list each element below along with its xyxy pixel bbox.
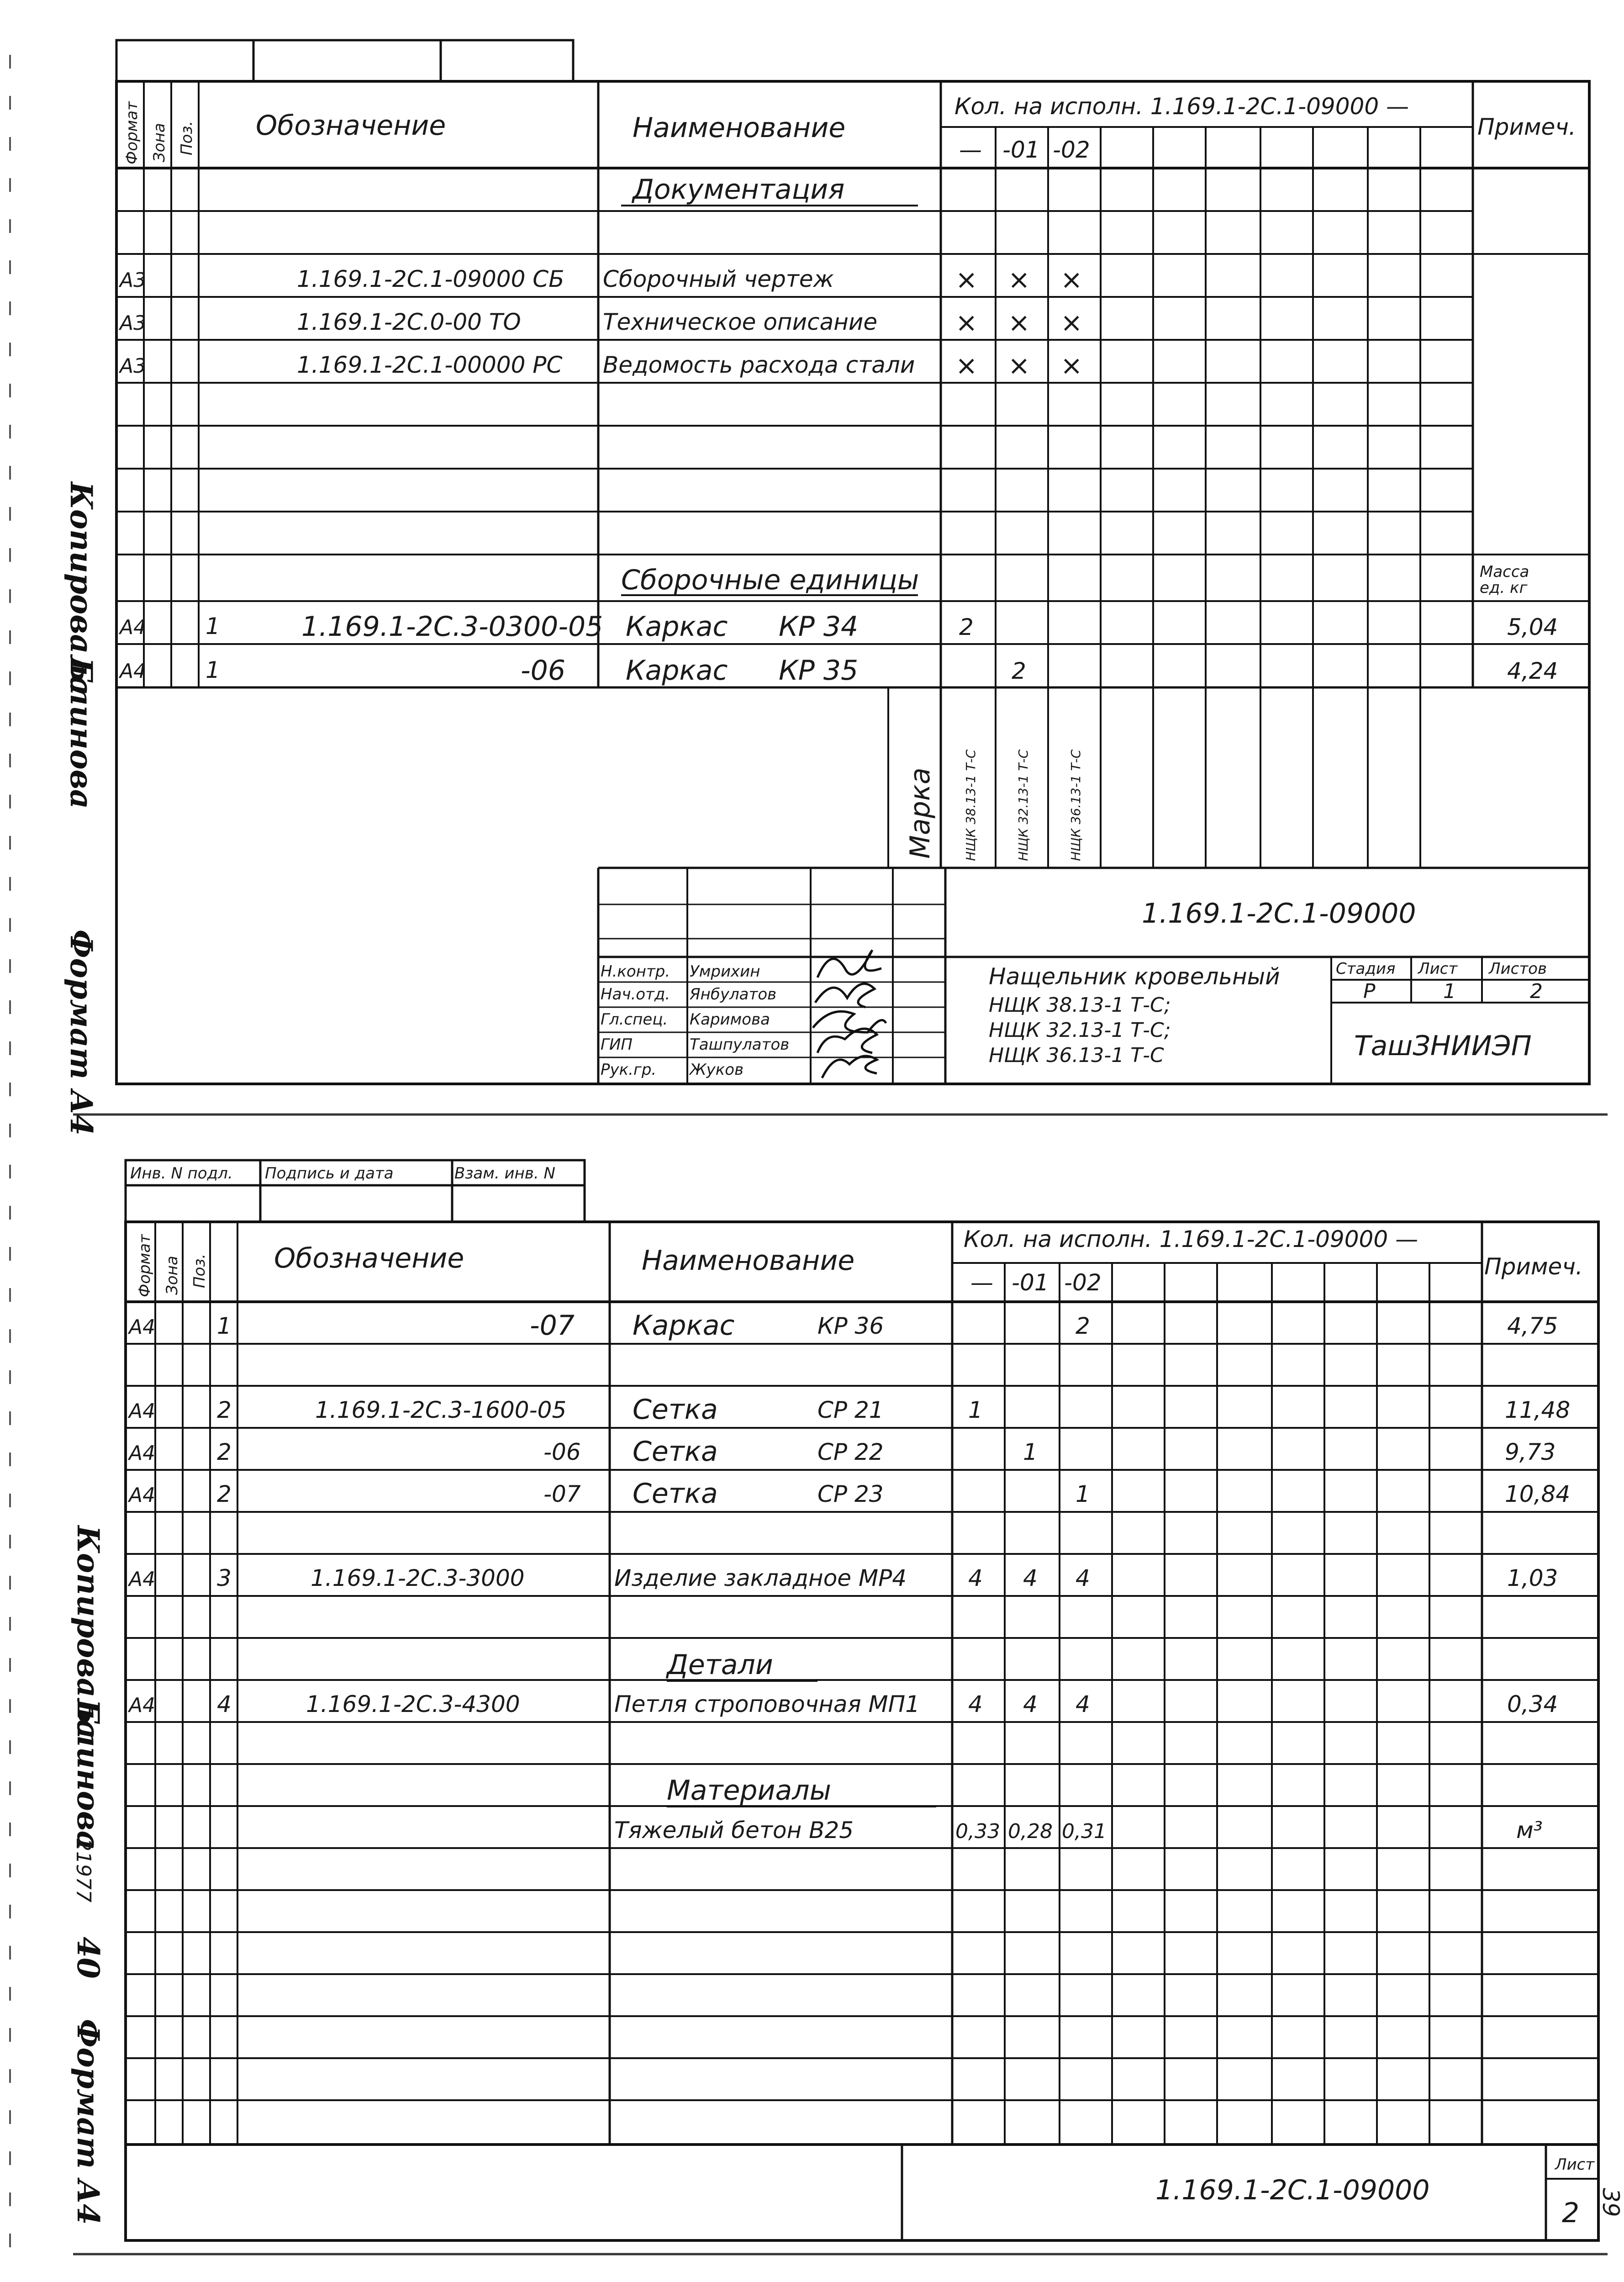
s2-row-1-mark: КР 36 xyxy=(817,1313,884,1339)
marka-value-3: НЩК 36.13-1 Т-С xyxy=(1068,749,1083,861)
s2-row-4-name: Сетка xyxy=(633,1478,718,1510)
s2-row-6-note: 0,34 xyxy=(1507,1691,1558,1717)
header-qty-title: Кол. на исполн. 1.169.1-2С.1-09000 — xyxy=(954,93,1409,120)
role-1: Н.контр. xyxy=(601,962,670,981)
signature-5 xyxy=(822,1056,877,1078)
side-copied-by: Копировала xyxy=(63,482,99,696)
s2-side-number: 21977 xyxy=(72,1838,95,1902)
s2-row-2-format: А4 xyxy=(129,1400,156,1423)
asm-row-2-designation: -06 xyxy=(521,655,565,687)
role-4: ГИП xyxy=(601,1035,633,1054)
sheets-label: Листов xyxy=(1489,960,1547,978)
s2-variant-2: -02 xyxy=(1064,1269,1102,1296)
role-2: Нач.отд. xyxy=(601,985,670,1004)
asm-row-1-mark: КР 34 xyxy=(779,611,859,643)
s2-side-40: 40 xyxy=(70,1937,106,1979)
mass-note-1: Масса xyxy=(1480,563,1529,581)
role-3: Гл.спец. xyxy=(601,1010,668,1029)
s2-row-2-name: Сетка xyxy=(633,1394,718,1426)
organization: ТашЗНИИЭП xyxy=(1354,1030,1532,1062)
doc-row-3-format: А3 xyxy=(120,354,147,378)
sheet-label: Лист xyxy=(1418,960,1458,978)
s2-variant-1: -01 xyxy=(1012,1269,1049,1296)
s2-footer-doc-code: 1.169.1-2С.1-09000 xyxy=(1155,2174,1430,2206)
asm-row-2-mark: КР 35 xyxy=(779,655,859,687)
s2-row-5-format: А4 xyxy=(129,1568,156,1591)
s2-row-7-q2: 0,28 xyxy=(1008,1820,1053,1843)
s2-row-3-format: А4 xyxy=(129,1442,156,1465)
s2-header-pos: Поз. xyxy=(190,1253,209,1288)
section-documentation: Документация xyxy=(633,174,845,206)
s2-row-6-name: Петля строповочная МП1 xyxy=(614,1691,920,1717)
doc-row-1-mark-1: × xyxy=(955,264,978,295)
s2-row-3-mark: СР 22 xyxy=(817,1439,884,1465)
s2-row-6-pos: 4 xyxy=(217,1691,232,1717)
s2-row-4-mark: СР 23 xyxy=(817,1481,884,1507)
signatures-sheet-1 xyxy=(813,950,886,1078)
doc-row-3-designation: 1.169.1-2С.1-00000 РС xyxy=(297,352,563,378)
stamp-inv-label: Инв. N подл. xyxy=(130,1164,233,1183)
s2-row-5-designation: 1.169.1-2С.3-3000 xyxy=(311,1565,525,1591)
s2-row-6-format: А4 xyxy=(129,1694,156,1717)
asm-row-1-name: Каркас xyxy=(626,611,728,643)
stamp-sign-label: Подпись и дата xyxy=(265,1164,394,1183)
doc-row-3-mark-1: × xyxy=(955,350,978,381)
s2-row-7-q1: 0,33 xyxy=(955,1820,1000,1843)
s2-row-1-format: А4 xyxy=(129,1315,156,1339)
header-designation: Обозначение xyxy=(256,110,446,142)
product-line-2: НЩК 38.13-1 Т-С; xyxy=(989,993,1171,1017)
s2-row-4-pos: 2 xyxy=(217,1481,232,1507)
doc-row-1-name: Сборочный чертеж xyxy=(603,266,834,292)
role-5: Рук.гр. xyxy=(601,1061,657,1079)
person-3: Каримова xyxy=(690,1010,770,1029)
asm-row-1-pos: 1 xyxy=(206,613,220,639)
header-zone: Зона xyxy=(150,123,169,162)
s2-row-2-q1: 1 xyxy=(968,1397,983,1423)
s2-row-5-q2: 4 xyxy=(1023,1565,1038,1591)
stage-value: Р xyxy=(1363,980,1376,1003)
top-stamp xyxy=(116,40,573,81)
s2-row-7-q3: 0,31 xyxy=(1062,1820,1107,1843)
doc-row-3-name: Ведомость расхода стали xyxy=(603,352,915,378)
s2-footer-sheet-label: Лист xyxy=(1555,2155,1595,2174)
s2-header-qty-title: Кол. на исполн. 1.169.1-2С.1-09000 — xyxy=(964,1226,1418,1252)
s2-row-5-note: 1,03 xyxy=(1507,1565,1558,1591)
s2-row-6-q3: 4 xyxy=(1076,1691,1090,1717)
s2-row-7-note: м³ xyxy=(1516,1817,1543,1844)
person-4: Ташпулатов xyxy=(690,1035,790,1054)
header-name: Наименование xyxy=(633,112,846,144)
variant-1: -01 xyxy=(1002,137,1040,163)
asm-row-1-designation: 1.169.1-2С.3-0300-05 xyxy=(301,611,603,643)
signature-3 xyxy=(813,1011,886,1032)
doc-row-2-mark-1: × xyxy=(955,307,978,338)
s2-footer-sheet-value: 2 xyxy=(1562,2197,1580,2229)
doc-row-2-mark-2: × xyxy=(1008,307,1030,338)
mass-note-2: ед. кг xyxy=(1480,579,1528,597)
doc-row-1-mark-2: × xyxy=(1008,264,1030,295)
asm-row-1-q1: 2 xyxy=(959,614,974,640)
marka-value-2: НЩК 32.13-1 Т-С xyxy=(1016,749,1031,861)
doc-row-1-format: А3 xyxy=(120,269,147,292)
s2-row-4-format: А4 xyxy=(129,1484,156,1507)
variant-2: -02 xyxy=(1053,137,1090,163)
signature-2 xyxy=(815,984,875,1007)
s2-row-5-pos: 3 xyxy=(217,1565,232,1591)
asm-row-2-note: 4,24 xyxy=(1507,658,1558,684)
s2-row-4-designation: -07 xyxy=(543,1481,581,1507)
product-line-1: Нащельник кровельный xyxy=(989,963,1280,990)
s2-row-1-q3: 2 xyxy=(1076,1313,1090,1339)
s2-row-3-name: Сетка xyxy=(633,1436,718,1468)
s2-row-3-q2: 1 xyxy=(1023,1439,1038,1465)
s2-section-materials: Материалы xyxy=(667,1775,831,1807)
stamp-replace-label: Взам. инв. N xyxy=(454,1164,555,1183)
s2-row-3-pos: 2 xyxy=(217,1439,232,1465)
s2-header-designation: Обозначение xyxy=(274,1242,464,1274)
s2-section-details: Детали xyxy=(667,1649,773,1681)
person-1: Умрихин xyxy=(690,962,760,981)
asm-row-1-format: А4 xyxy=(120,616,147,639)
variant-0: — xyxy=(959,137,982,163)
header-note: Примеч. xyxy=(1477,114,1576,140)
s2-row-1-pos: 1 xyxy=(217,1313,232,1339)
doc-row-1-mark-3: × xyxy=(1060,264,1083,295)
s2-side-format: Формат А4 xyxy=(70,2019,106,2225)
product-line-3: НЩК 32.13-1 Т-С; xyxy=(989,1019,1171,1042)
title-doc-code: 1.169.1-2С.1-09000 xyxy=(1142,898,1416,930)
asm-row-2-name: Каркас xyxy=(626,655,728,687)
s2-row-6-designation: 1.169.1-2С.3-4300 xyxy=(306,1691,520,1717)
s2-row-2-note: 11,48 xyxy=(1505,1397,1571,1423)
s2-row-3-note: 9,73 xyxy=(1505,1439,1556,1465)
header-pos: Поз. xyxy=(178,121,196,155)
side-format: Формат А4 xyxy=(63,930,99,1136)
person-5: Жуков xyxy=(690,1061,744,1079)
person-2: Янбулатов xyxy=(690,985,777,1004)
doc-row-2-mark-3: × xyxy=(1060,307,1083,338)
s2-variant-0: — xyxy=(970,1269,993,1296)
s2-header-format: Формат xyxy=(136,1234,154,1297)
s2-row-6-q2: 4 xyxy=(1023,1691,1038,1717)
s2-row-5-q3: 4 xyxy=(1076,1565,1090,1591)
s2-row-5-name: Изделие закладное МР4 xyxy=(614,1565,907,1591)
doc-row-2-designation: 1.169.1-2С.0-00 ТО xyxy=(297,309,521,335)
doc-row-2-format: А3 xyxy=(120,312,147,335)
signature-1 xyxy=(817,950,881,977)
s2-row-1-designation: -07 xyxy=(530,1310,575,1342)
s2-side-copier-name: Блинова xyxy=(70,1699,106,1850)
s2-header-note: Примеч. xyxy=(1484,1253,1583,1280)
stage-label: Стадия xyxy=(1336,960,1396,978)
asm-row-2-format: А4 xyxy=(120,660,147,683)
s2-header-name: Наименование xyxy=(642,1245,855,1277)
header-format: Формат xyxy=(123,101,141,164)
s2-row-2-mark: СР 21 xyxy=(817,1397,884,1423)
s2-row-4-note: 10,84 xyxy=(1505,1481,1571,1507)
s2-row-4-q3: 1 xyxy=(1076,1481,1090,1507)
s2-row-2-designation: 1.169.1-2С.3-1600-05 xyxy=(315,1397,567,1423)
side-copier-name: Блинова xyxy=(63,658,99,809)
sheet-value: 1 xyxy=(1443,980,1456,1003)
marka-value-1: НЩК 38.13-1 Т-С xyxy=(963,749,978,861)
s2-header-zone: Зона xyxy=(163,1256,181,1295)
s2-row-1-note: 4,75 xyxy=(1507,1313,1558,1339)
s2-row-1-name: Каркас xyxy=(633,1310,735,1342)
s2-row-6-q1: 4 xyxy=(968,1691,983,1717)
product-line-4: НЩК 36.13-1 Т-С xyxy=(989,1044,1164,1067)
s2-row-7-name: Тяжелый бетон В25 xyxy=(614,1817,854,1844)
doc-row-2-name: Техническое описание xyxy=(603,309,878,335)
sheet-2-text xyxy=(70,1164,1624,2229)
section-assemblies: Сборочные единицы xyxy=(621,564,919,596)
sheets-value: 2 xyxy=(1530,980,1543,1003)
s2-side-copied-by: Копировала xyxy=(70,1526,106,1739)
asm-row-1-note: 5,04 xyxy=(1507,614,1558,640)
doc-row-1-designation: 1.169.1-2С.1-09000 СБ xyxy=(297,266,564,292)
s2-row-3-designation: -06 xyxy=(543,1439,581,1465)
page-number: 39 xyxy=(1598,2188,1624,2217)
doc-row-3-mark-2: × xyxy=(1008,350,1030,381)
doc-row-3-mark-3: × xyxy=(1060,350,1083,381)
asm-row-2-q2: 2 xyxy=(1012,658,1026,684)
asm-row-2-pos: 1 xyxy=(206,657,220,683)
marka-label: Марка xyxy=(904,767,936,859)
s2-row-2-pos: 2 xyxy=(217,1397,232,1423)
s2-row-5-q1: 4 xyxy=(968,1565,983,1591)
